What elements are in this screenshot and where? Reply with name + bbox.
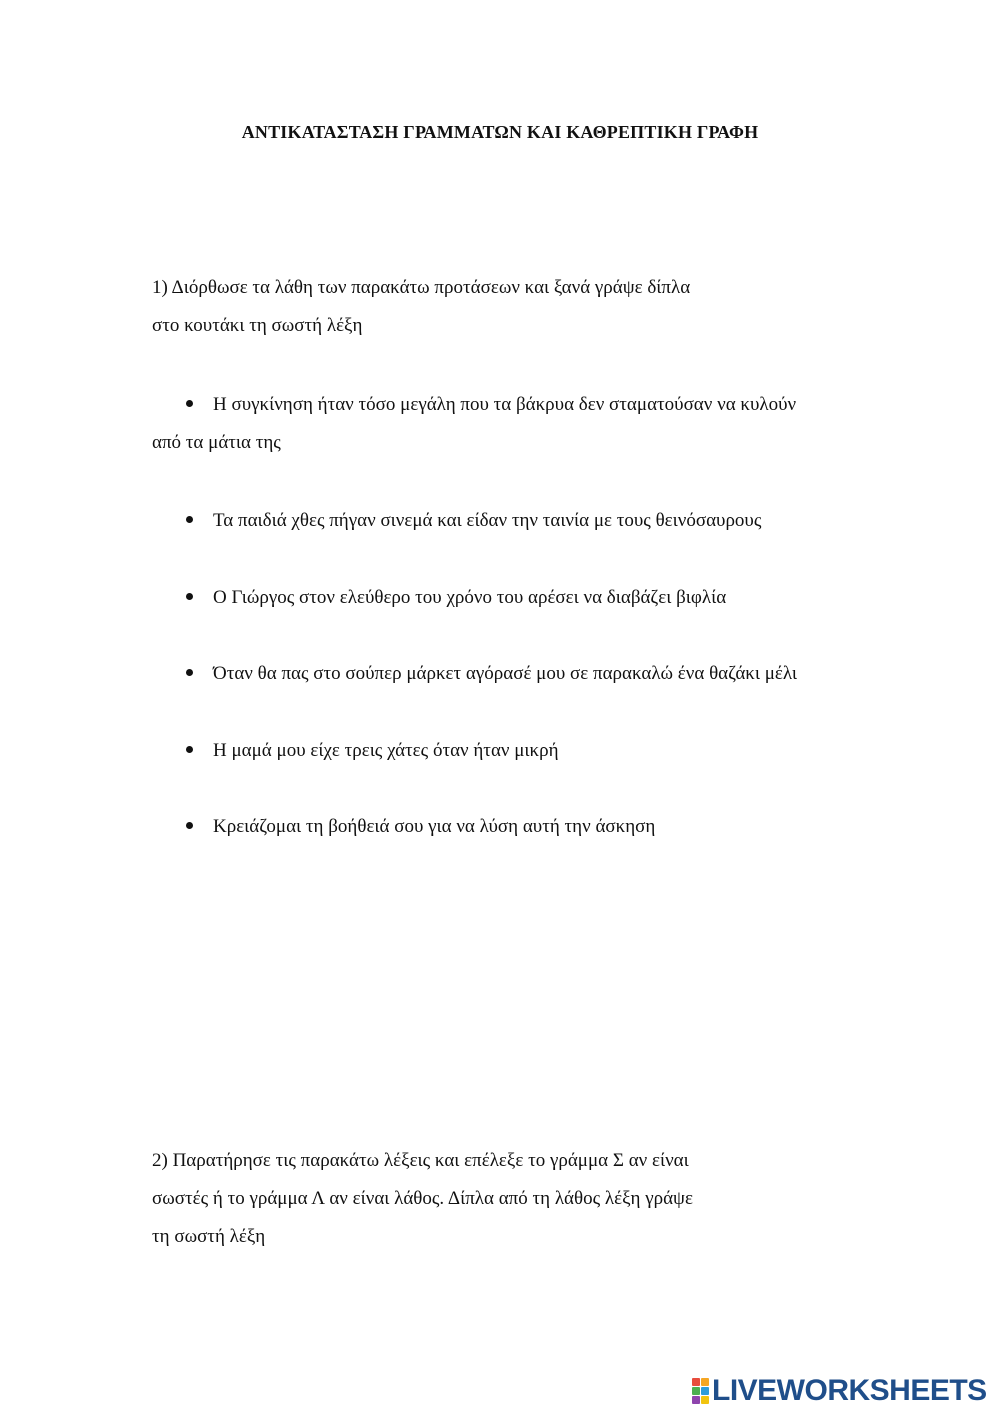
exercise2-instruction-line1: 2) Παρατήρησε τις παρακάτω λέξεις και επέλεξε το γράμμα Σ αν είναι [152, 1150, 689, 1171]
exercise1-instruction-line2: στο κουτάκι τη σωστή λέξη [152, 315, 363, 336]
list-item-continuation: από τα μάτια της [152, 432, 281, 453]
exercise1-instruction-line1: 1) Διόρθωσε τα λάθη των παρακάτω προτάσεων και ξανά γράψε δίπλα [152, 277, 691, 298]
list-item-text: Όταν θα πας στο σούπερ μάρκετ αγόρασέ μου σε παρακαλώ ένα θαζάκι μέλι [213, 663, 797, 684]
list-item [186, 815, 655, 839]
liveworksheets-logo-icon [692, 1378, 709, 1404]
list-item-text: Κρειάζομαι τη βοήθειά σου για να λύση αυτή την άσκηση [213, 816, 656, 837]
page-title: ΑΝΤΙΚΑΤΑΣΤΑΣΗ ΓΡΑΜΜΑΤΩΝ ΚΑΙ ΚΑΘΡΕΠΤΙΚΗ ΓΡΑΦΗ [241, 122, 759, 142]
bullet-icon [186, 400, 193, 407]
list-item-text: Η μαμά μου είχε τρεις χάτες όταν ήταν μικρή [213, 740, 559, 761]
exercise2-instruction-line2: σωστές ή το γράμμα Λ αν είναι λάθος. Δίπλα από τη λάθος λέξη γράψε [152, 1188, 693, 1209]
liveworksheets-brand [692, 1376, 987, 1406]
bullet-icon [186, 593, 193, 600]
list-item [186, 393, 796, 417]
bullet-icon [186, 516, 193, 523]
list-item-text: Η συγκίνηση ήταν τόσο μεγάλη που τα βάκρυα δεν σταματούσαν να κυλούν [213, 394, 797, 415]
list-item [186, 586, 726, 610]
exercise2-instruction-line3: τη σωστή λέξη [152, 1226, 266, 1247]
list-item [186, 662, 797, 686]
list-item-text: Τα παιδιά χθες πήγαν σινεμά και είδαν την ταινία με τους θεινόσαυρους [213, 510, 762, 531]
list-item-text: Ο Γιώργος στον ελεύθερο του χρόνο του αρέσει να διαβάζει βιφλία [213, 587, 727, 608]
bullet-icon [186, 746, 193, 753]
brand-name: LIVEWORKSHEETS [712, 1374, 987, 1407]
bullet-icon [186, 669, 193, 676]
list-item [186, 739, 559, 763]
bullet-icon [186, 822, 193, 829]
list-item [186, 509, 761, 533]
